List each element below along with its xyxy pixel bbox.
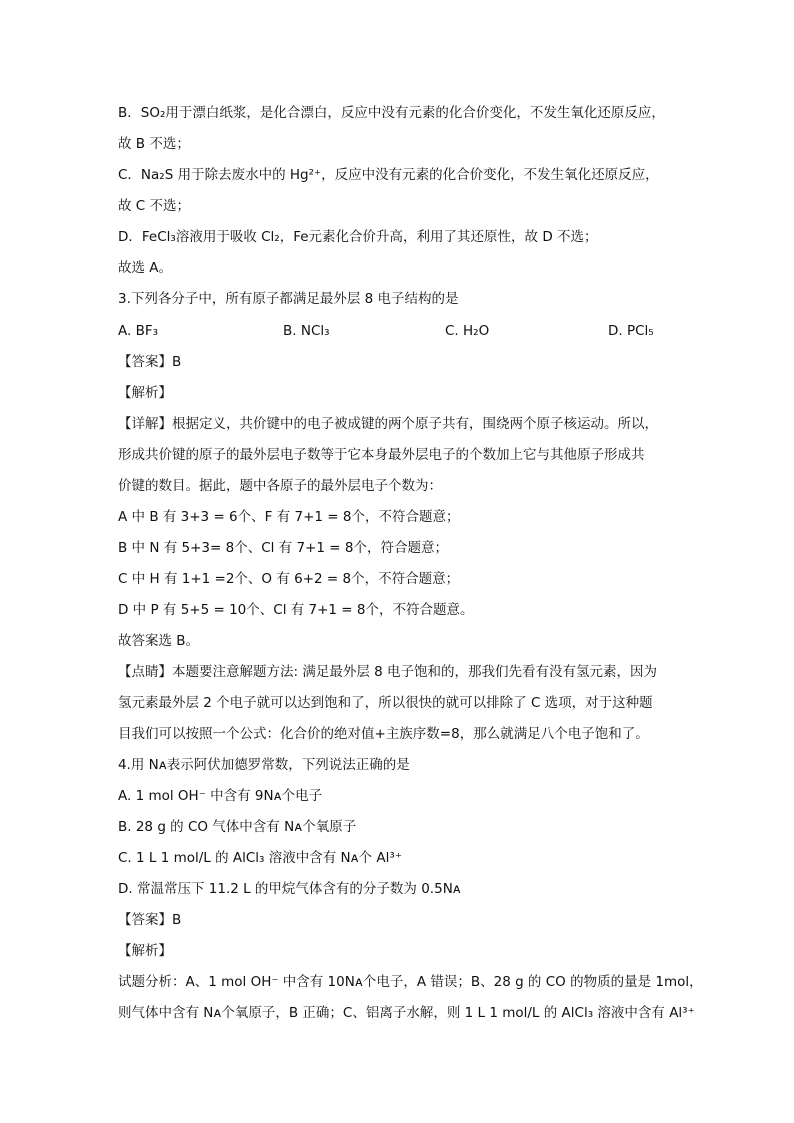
- text-line: 目我们可以按照一个公式：化合价的绝对值+主族序数=8，那么就满足八个电子饱和了。: [118, 726, 649, 742]
- text-line: 则气体中含有 Nᴀ个氧原子，B 正确；C、铝离子水解，则 1 L 1 mol/L 的 AlCl₃ 溶液中含有 Al³⁺: [118, 1005, 695, 1021]
- text-line: C 中 H 有 1+1 =2个、O 有 6+2 = 8个，不符合题意；: [118, 571, 460, 587]
- option-a: A. BF₃: [118, 323, 159, 339]
- analysis-label: 【解析】: [118, 943, 172, 959]
- text-line: C．Na₂S 用于除去废水中的 Hg²⁺，反应中没有元素的化合价变化，不发生氧化还原反应，: [118, 167, 659, 183]
- text-line: 故 B 不选；: [118, 136, 190, 152]
- text-line: D．FeCl₃溶液用于吸收 Cl₂，Fe元素化合价升高，利用了其还原性，故 D 不选；: [118, 229, 598, 245]
- answer-label: 【答案】B: [118, 912, 182, 928]
- text-line: A 中 B 有 3+3 = 6个、F 有 7+1 = 8个，不符合题意；: [118, 509, 460, 525]
- question-4: 4.用 Nᴀ表示阿伏加德罗常数，下列说法正确的是: [118, 757, 410, 773]
- text-line: 故答案选 B。: [118, 633, 200, 649]
- text-line: 价键的数目。据此，题中各原子的最外层电子个数为：: [118, 478, 442, 494]
- option-a: A. 1 mol OH⁻ 中含有 9Nᴀ个电子: [118, 788, 323, 804]
- text-line: 故 C 不选；: [118, 198, 191, 214]
- answer-label: 【答案】B: [118, 354, 182, 370]
- text-line: 试题分析：A、1 mol OH⁻ 中含有 10Nᴀ个电子，A 错误；B、28 g 的 CO 的物质的量是 1mol，: [118, 974, 703, 990]
- text-line: 【点睛】本题要注意解题方法: 满足最外层 8 电子饱和的，那我们先看有没有氢元素，因为: [118, 664, 658, 680]
- text-line: B．SO₂用于漂白纸浆，是化合漂白，反应中没有元素的化合价变化，不发生氧化还原反应，: [118, 105, 665, 121]
- option-d: D. PCl₅: [608, 323, 654, 339]
- option-c: C. 1 L 1 mol/L 的 AlCl₃ 溶液中含有 Nᴀ个 Al³⁺: [118, 850, 402, 866]
- question-3: 3.下列各分子中，所有原子都满足最外层 8 电子结构的是: [118, 291, 459, 307]
- text-line: 氢元素最外层 2 个电子就可以达到饱和了，所以很快的就可以排除了 C 选项，对于这种题: [118, 695, 653, 711]
- option-c: C. H₂O: [445, 323, 490, 339]
- option-b: B. NCl₃: [283, 323, 330, 339]
- text-line: B 中 N 有 5+3= 8个、Cl 有 7+1 = 8个，符合题意；: [118, 540, 448, 556]
- text-line: D 中 P 有 5+5 = 10个、Cl 有 7+1 = 8个，不符合题意。: [118, 602, 474, 618]
- text-line: 形成共价键的原子的最外层电子数等于它本身最外层电子的个数加上它与其他原子形成共: [118, 447, 645, 463]
- option-d: D. 常温常压下 11.2 L 的甲烷气体含有的分子数为 0.5Nᴀ: [118, 881, 461, 897]
- text-line: 【详解】根据定义，共价键中的电子被成键的两个原子共有，围绕两个原子核运动。所以，: [118, 416, 658, 432]
- option-b: B. 28 g 的 CO 气体中含有 Nᴀ个氧原子: [118, 819, 357, 835]
- text-line: 故选 A。: [118, 260, 173, 276]
- analysis-label: 【解析】: [118, 385, 172, 401]
